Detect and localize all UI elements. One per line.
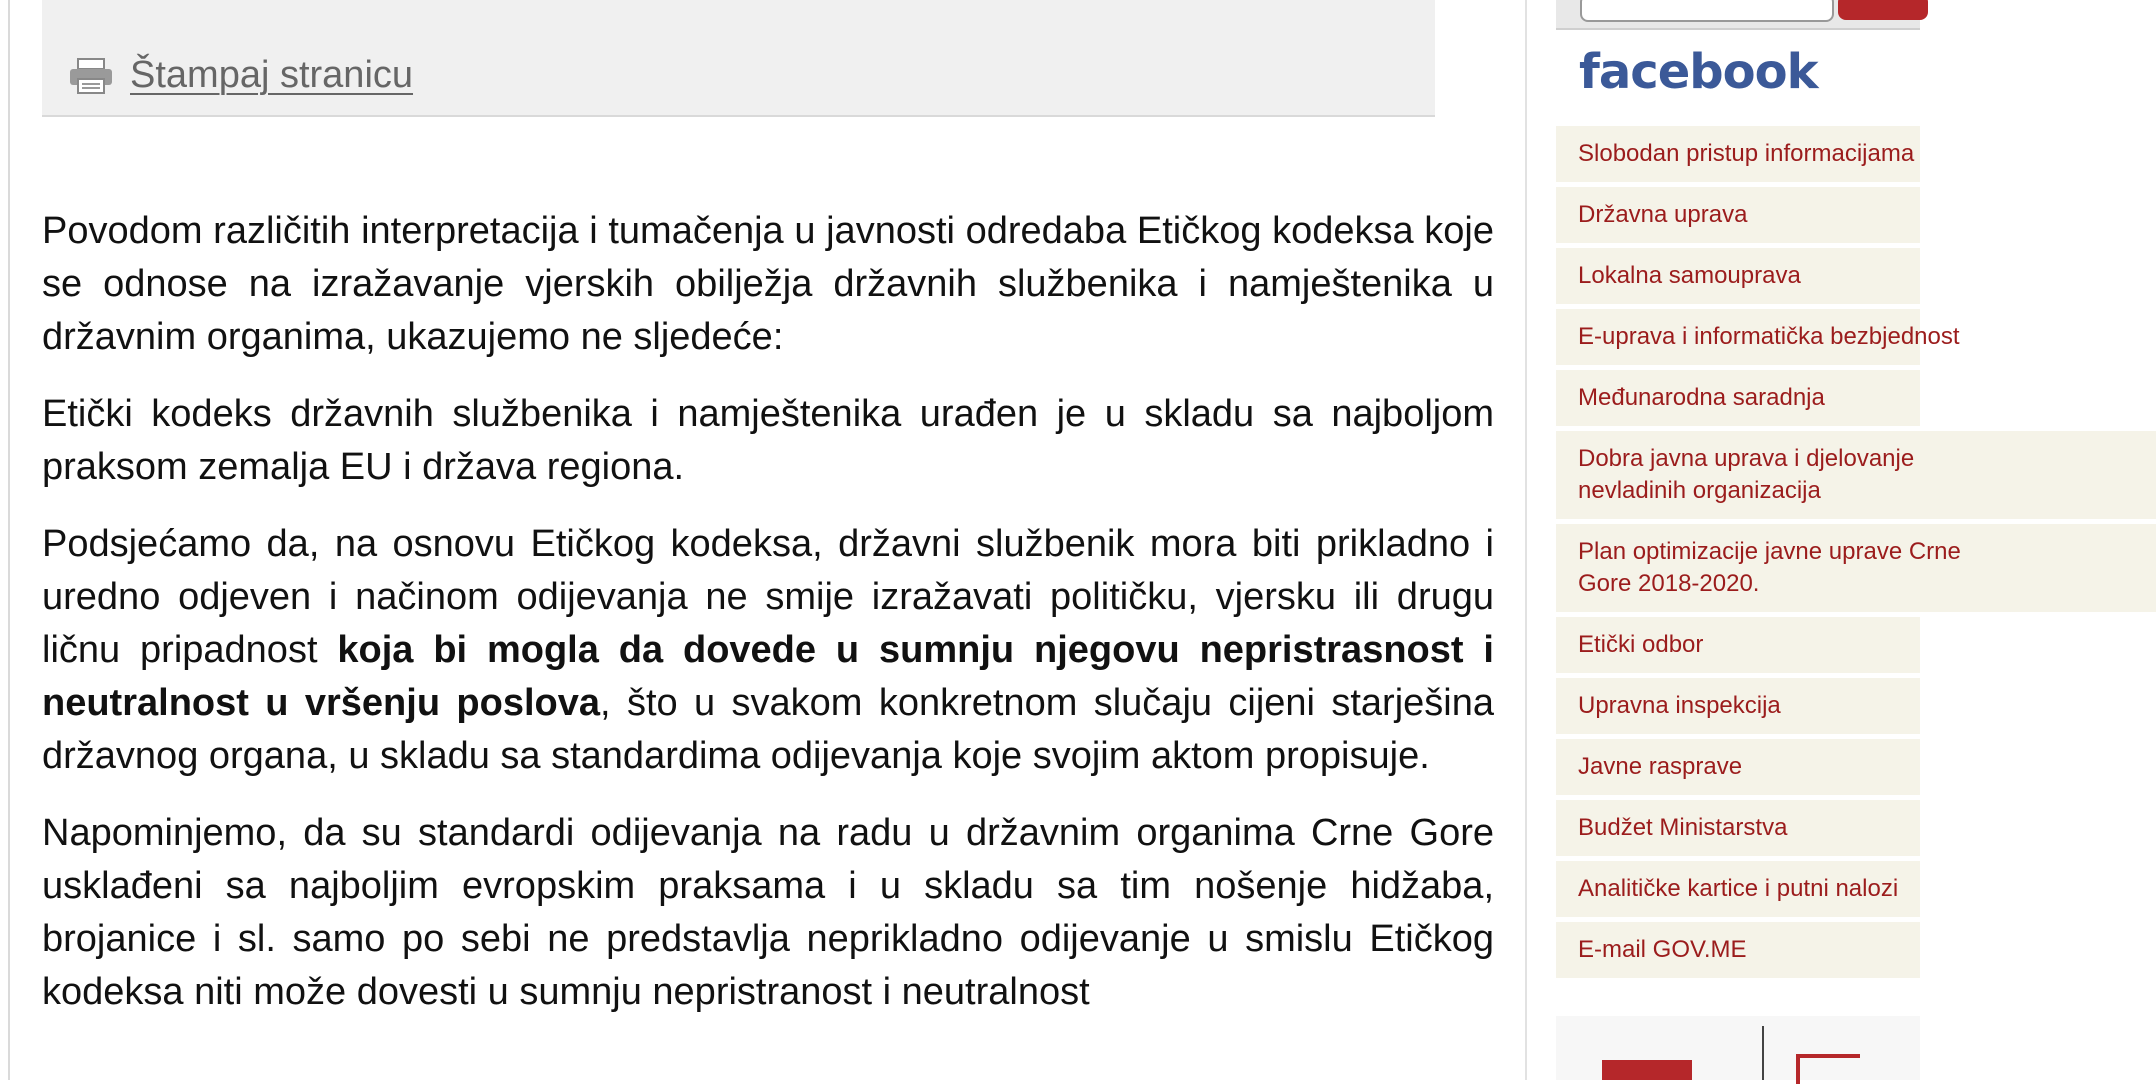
sidebar-item-dobra-javna-uprava[interactable]: [1556, 431, 2156, 524]
bottom-banner-logo[interactable]: [1556, 1016, 1920, 1080]
sidebar-item-label-line2: Gore 2018-2020.: [1578, 570, 1760, 597]
sidebar-item-e-uprava[interactable]: E-uprava i informatička bezbjednost: [1556, 309, 1920, 370]
paragraph-3-text-end: , što u svakom konkretnom slučaju cijeni starješina državnog organa, u skladu sa standardima odijevanja koje svojim aktom propisuje.: [42, 682, 1494, 777]
article-body: [42, 205, 1494, 1043]
sidebar-item-analiticke-kartice[interactable]: Analitičke kartice i putni nalozi: [1556, 861, 1920, 922]
facebook-logo-link[interactable]: facebook: [1579, 44, 1818, 100]
print-toolbar: [42, 0, 1435, 117]
article-paragraph-4: Napominjemo, da su standardi odijevanja na radu u državnim organima Crne Gore usklađeni sa najboljim evropskim praksama i u skladu sa tim nošenje hidžaba, brojanice i sl. samo po sebi ne predstavlja neprikladno odijevanje u smislu Etičkog kodeksa niti može dovesti u sumnju nepristranost i neutralnost: [42, 812, 1494, 1013]
banner-emblem-icon: [1796, 1054, 1860, 1084]
left-border: [8, 0, 10, 1080]
search-button[interactable]: [1838, 0, 1928, 20]
sidebar-item-medjunarodna-saradnja[interactable]: Međunarodna saradnja: [1556, 370, 1920, 431]
paragraph-3-text-start: Podsjećamo da, na osnovu Etičkog kodeksa, državni službenik mora biti prikladno i uredno odjeven i načinom odijevanja ne smije izražavati političku, vjersku ili drugu ličnu pripadnost: [42, 523, 1494, 671]
sidebar-item-upravna-inspekcija[interactable]: Upravna inspekcija: [1556, 678, 1920, 739]
print-page-label[interactable]: Štampaj stranicu: [130, 54, 414, 96]
sidebar-item-slobodan-pristup[interactable]: Slobodan pristup informacijama: [1556, 126, 1920, 187]
sidebar-item-email-gov[interactable]: E-mail GOV.ME: [1556, 922, 1920, 983]
sidebar-item-label: Plan optimizacije javne uprave Crne: [1578, 538, 1961, 565]
article-paragraph-3: [42, 518, 1494, 783]
sidebar-item-drzavna-uprava[interactable]: Državna uprava: [1556, 187, 1920, 248]
article-paragraph-2: Etički kodeks državnih službenika i namještenika urađen je u skladu sa najboljom praksom zemalja EU i država regiona.: [42, 393, 1494, 488]
print-page-link[interactable]: [68, 54, 413, 97]
search-bar: [1556, 0, 1920, 30]
sidebar-item-lokalna-samouprava[interactable]: Lokalna samouprava: [1556, 248, 1920, 309]
sidebar-item-javne-rasprave[interactable]: Javne rasprave: [1556, 739, 1920, 800]
main-content: [42, 0, 1494, 1080]
sidebar-item-label: Dobra javna uprava i djelovanje: [1578, 445, 1915, 472]
search-input[interactable]: [1580, 0, 1834, 22]
banner-red-block: [1602, 1060, 1692, 1080]
sidebar-item-eticki-odbor[interactable]: Etički odbor: [1556, 617, 1920, 678]
sidebar-item-label-line2: nevladinih organizacija: [1578, 477, 1821, 504]
paragraph-3-emphasis: koja bi mogla da dovede u sumnju njegovu nepristrasnost i neutralnost u vršenju poslova: [42, 629, 1494, 724]
banner-divider: [1762, 1026, 1764, 1080]
sidebar-item-budzet[interactable]: Budžet Ministarstva: [1556, 800, 1920, 861]
article-paragraph-1: Povodom različitih interpretacija i tumačenja u javnosti odredaba Etičkog kodeksa koje se odnose na izražavanje vjerskih obilježja državnih službenika i namještenika u državnim organima, ukazujemo ne sljedeće:: [42, 210, 1494, 358]
printer-icon: [68, 57, 114, 95]
sidebar-nav: [1556, 126, 1961, 983]
sidebar-divider: [1525, 0, 1527, 1080]
sidebar-item-plan-optimizacije[interactable]: [1556, 524, 2156, 617]
